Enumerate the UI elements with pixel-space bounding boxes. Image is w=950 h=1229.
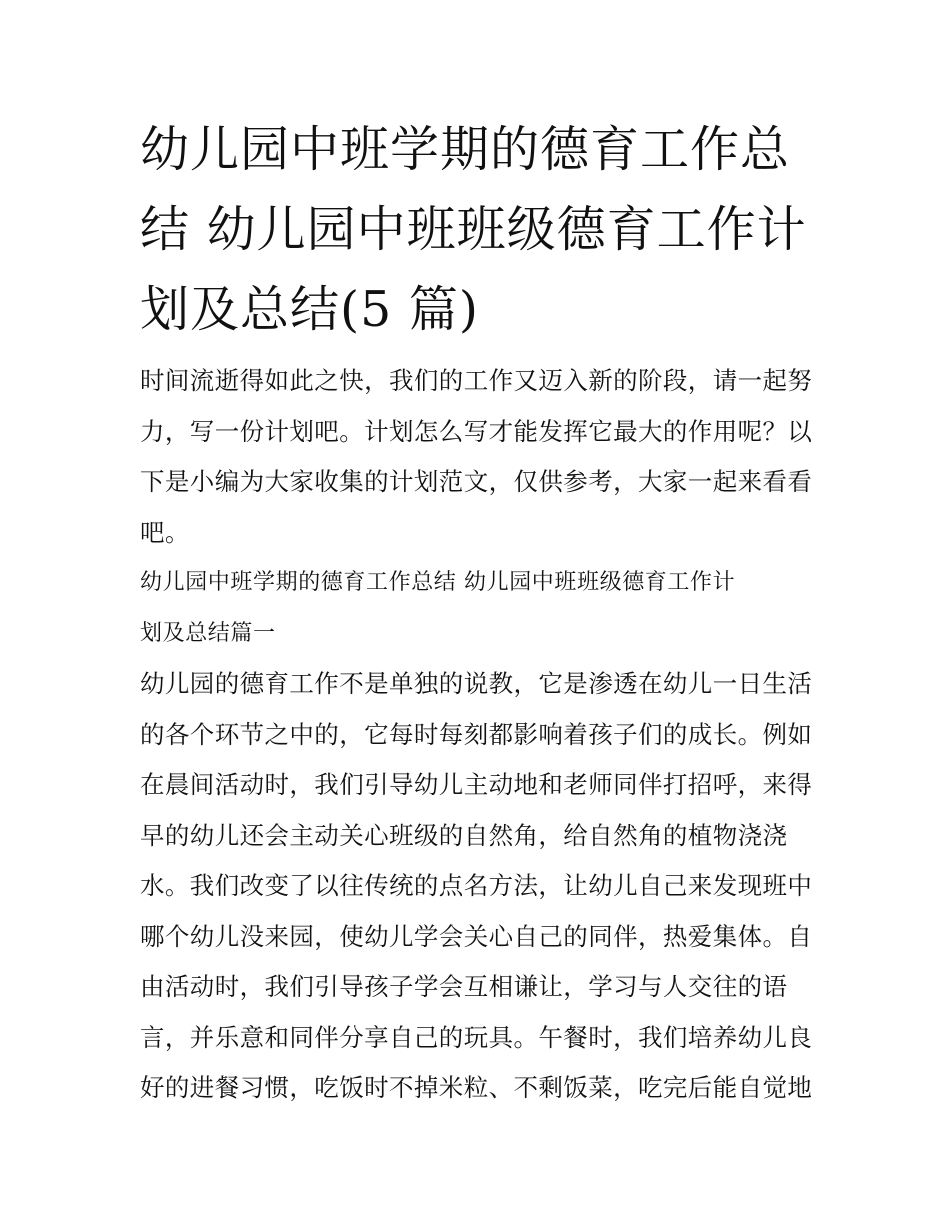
paragraph-line: 力，写一份计划吧。计划怎么写才能发挥它最大的作用呢？以 <box>140 416 813 446</box>
paragraph-line: 下是小编为大家收集的计划范文，仅供参考，大家一起来看看 <box>140 467 813 496</box>
section-heading <box>140 558 812 659</box>
title-line: 幼儿园中班学期的德育工作总 <box>140 121 791 178</box>
section-paragraph <box>140 659 812 1114</box>
document-body <box>140 356 812 1114</box>
paragraph-line: 幼儿园的德育工作不是单独的说教，它是渗透在幼儿一日生活 <box>140 669 813 698</box>
intro-paragraph <box>140 356 812 558</box>
title-line: 划及总结(5 篇) <box>140 281 479 338</box>
paragraph-line: 由活动时，我们引导孩子学会互相谦让，学习与人交往的语 <box>140 972 788 1001</box>
paragraph-line: 时间流逝得如此之快，我们的工作又迈入新的阶段，请一起努 <box>140 366 813 395</box>
paragraph-line: 在晨间活动时，我们引导幼儿主动地和老师同伴打招呼，来得 <box>140 770 813 799</box>
document-title <box>140 110 812 350</box>
paragraph-line: 哪个幼儿没来园，使幼儿学会关心自己的同伴，热爱集体。自 <box>140 921 813 951</box>
paragraph-line: 言，并乐意和同伴分享自己的玩具。午餐时，我们培养幼儿良 <box>140 1022 813 1052</box>
document-page <box>140 110 812 1114</box>
paragraph-line: 的各个环节之中的，它每时每刻都影响着孩子们的成长。例如 <box>140 719 813 749</box>
paragraph-line: 水。我们改变了以往传统的点名方法，让幼儿自己来发现班中 <box>140 871 813 900</box>
heading-line: 幼儿园中班学期的德育工作总结 幼儿园中班班级德育工作计 <box>140 570 736 595</box>
paragraph-line: 吧。 <box>140 517 190 547</box>
paragraph-line: 早的幼儿还会主动关心班级的自然角，给自然角的植物浇浇 <box>140 820 788 850</box>
heading-line: 划及总结篇一 <box>140 620 276 646</box>
paragraph-line: 好的进餐习惯，吃饭时不掉米粒、不剩饭菜，吃完后能自觉地 <box>140 1073 813 1102</box>
title-line: 结 幼儿园中班班级德育工作计 <box>140 201 807 258</box>
